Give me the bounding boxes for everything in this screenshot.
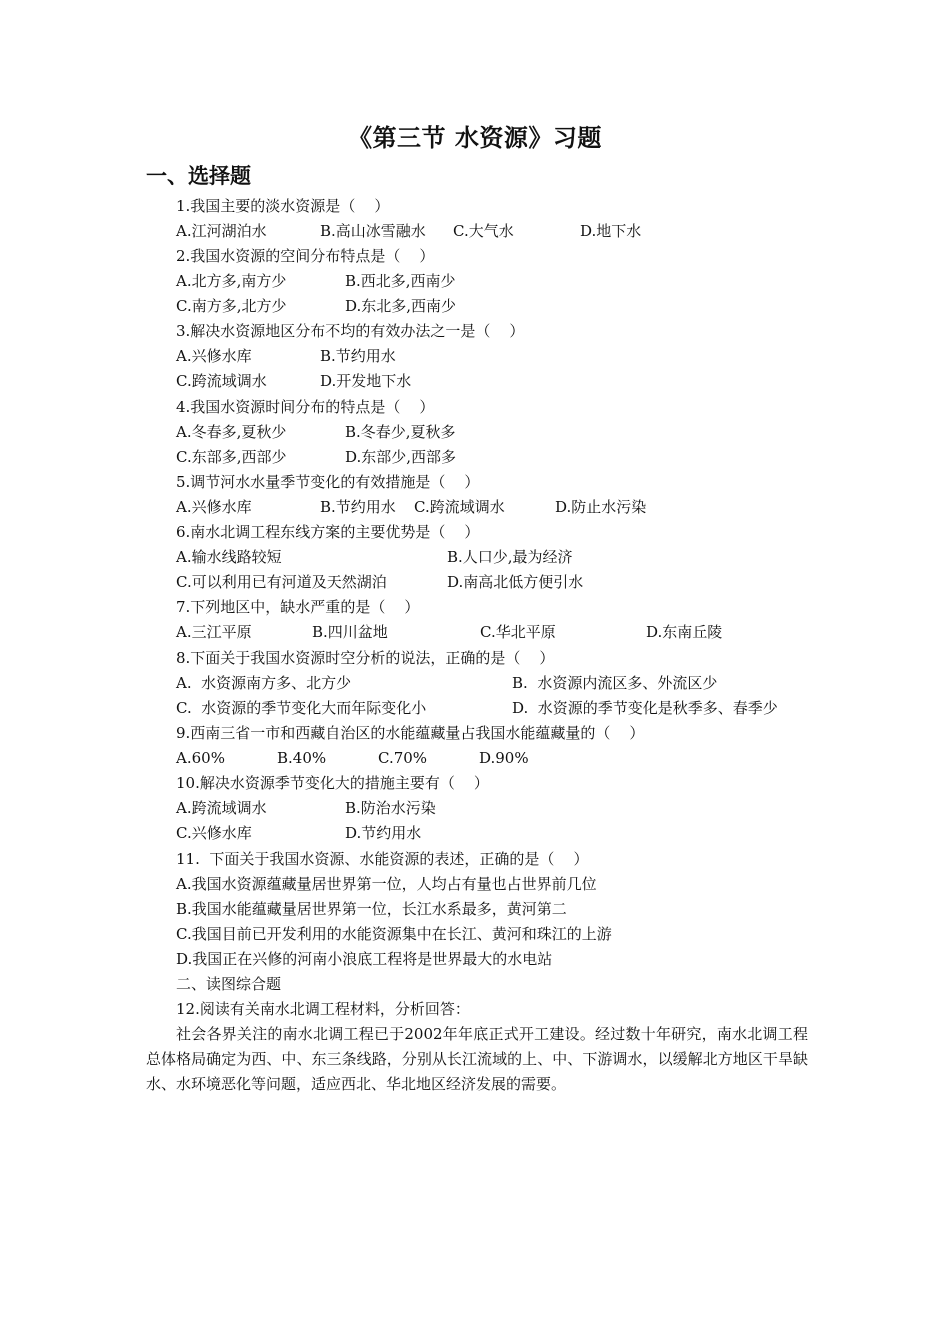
question-8-stem: 8.下面关于我国水资源时空分析的说法，正确的是（ ） [176, 649, 555, 667]
question-12-material: 社会各界关注的南水北调工程已于2002年年底正式开工建设。经过数十年研究，南水北调工程总体格局确定为西、中、东三条线路，分别从长江流域的上、中、下游调水，以缓解北方地区干旱缺水、水环境恶化等问题，适应西北、华北地区经济发展的需要。 [146, 1025, 808, 1093]
question-8-option-d: D. 水资源的季节变化是秋季多、春季少 [512, 699, 778, 717]
question-2-stem: 2.我国水资源的空间分布特点是（ ） [176, 247, 435, 265]
question-5-option-d: D.防止水污染 [555, 498, 647, 516]
question-6-option-b: B.人口少,最为经济 [447, 548, 573, 566]
question-1-option-c: C.大气水 [453, 222, 514, 240]
question-7-option-d: D.东南丘陵 [646, 623, 723, 641]
question-4-option-d: D.东部少,西部多 [345, 448, 457, 466]
section-heading-choice: 一、选择题 [146, 164, 251, 188]
page-title: 《第三节 水资源》习题 [348, 124, 602, 152]
question-9-option-c: C.70% [378, 749, 428, 767]
question-5-option-c: C.跨流域调水 [414, 498, 505, 516]
question-1-stem: 1.我国主要的淡水资源是（ ） [176, 197, 390, 215]
question-2-option-d: D.东北多,西南少 [345, 297, 457, 315]
question-6-stem: 6.南水北调工程东线方案的主要优势是（ ） [176, 523, 480, 541]
section-heading-reading: 二、读图综合题 [176, 975, 282, 993]
question-3-stem: 3.解决水资源地区分布不均的有效办法之一是（ ） [176, 322, 525, 340]
question-7-option-c: C.华北平原 [480, 623, 556, 641]
question-8-option-b: B. 水资源内流区多、外流区少 [512, 674, 718, 692]
question-9-option-d: D.90% [479, 749, 529, 767]
question-3-option-d: D.开发地下水 [320, 372, 412, 390]
question-11-stem: 11. 下面关于我国水资源、水能资源的表述，正确的是（ ） [176, 850, 589, 868]
question-5-option-b: B.节约用水 [320, 498, 396, 516]
question-2-option-b: B.西北多,西南少 [345, 272, 456, 290]
question-6-option-a: A.输水线路较短 [176, 548, 282, 566]
question-3-option-a: A.兴修水库 [176, 347, 252, 365]
question-7-option-a: A.三江平原 [176, 623, 252, 641]
question-10-option-c: C.兴修水库 [176, 824, 252, 842]
question-3-option-c: C.跨流域调水 [176, 372, 267, 390]
question-2-option-c: C.南方多,北方少 [176, 297, 287, 315]
question-11-option-a: A.我国水资源蕴藏量居世界第一位，人均占有量也占世界前几位 [176, 875, 597, 893]
question-1-option-a: A.江河湖泊水 [176, 222, 267, 240]
question-9-stem: 9.西南三省一市和西藏自治区的水能蕴藏量占我国水能蕴藏量的（ ） [176, 724, 645, 742]
question-7-stem: 7.下列地区中，缺水严重的是（ ） [176, 598, 420, 616]
question-1-option-d: D.地下水 [580, 222, 642, 240]
question-4-option-b: B.冬春少,夏秋多 [345, 423, 456, 441]
question-10-option-d: D.节约用水 [345, 824, 422, 842]
question-11-option-b: B.我国水能蕴藏量居世界第一位，长江水系最多，黄河第二 [176, 900, 567, 918]
question-10-option-b: B.防治水污染 [345, 799, 436, 817]
question-3-option-b: B.节约用水 [320, 347, 396, 365]
question-9-option-a: A.60% [176, 749, 225, 767]
question-5-option-a: A.兴修水库 [176, 498, 252, 516]
question-8-option-a: A. 水资源南方多、北方少 [176, 674, 352, 692]
question-9-option-b: B.40% [277, 749, 327, 767]
question-4-stem: 4.我国水资源时间分布的特点是（ ） [176, 398, 435, 416]
question-12-stem: 12.阅读有关南水北调工程材料，分析回答： [176, 1000, 470, 1018]
question-6-option-c: C.可以利用已有河道及天然湖泊 [176, 573, 387, 591]
question-4-option-c: C.东部多,西部少 [176, 448, 287, 466]
question-11-option-c: C.我国目前已开发利用的水能资源集中在长江、黄河和珠江的上游 [176, 925, 612, 943]
question-10-option-a: A.跨流域调水 [176, 799, 267, 817]
question-5-stem: 5.调节河水水量季节变化的有效措施是（ ） [176, 473, 480, 491]
question-2-option-a: A.北方多,南方少 [176, 272, 287, 290]
question-10-stem: 10.解决水资源季节变化大的措施主要有（ ） [176, 774, 489, 792]
question-8-option-c: C. 水资源的季节变化大而年际变化小 [176, 699, 427, 717]
question-4-option-a: A.冬春多,夏秋少 [176, 423, 287, 441]
question-11-option-d: D.我国正在兴修的河南小浪底工程将是世界最大的水电站 [176, 950, 553, 968]
question-6-option-d: D.南高北低方便引水 [447, 573, 584, 591]
question-7-option-b: B.四川盆地 [312, 623, 388, 641]
question-1-option-b: B.高山冰雪融水 [320, 222, 426, 240]
